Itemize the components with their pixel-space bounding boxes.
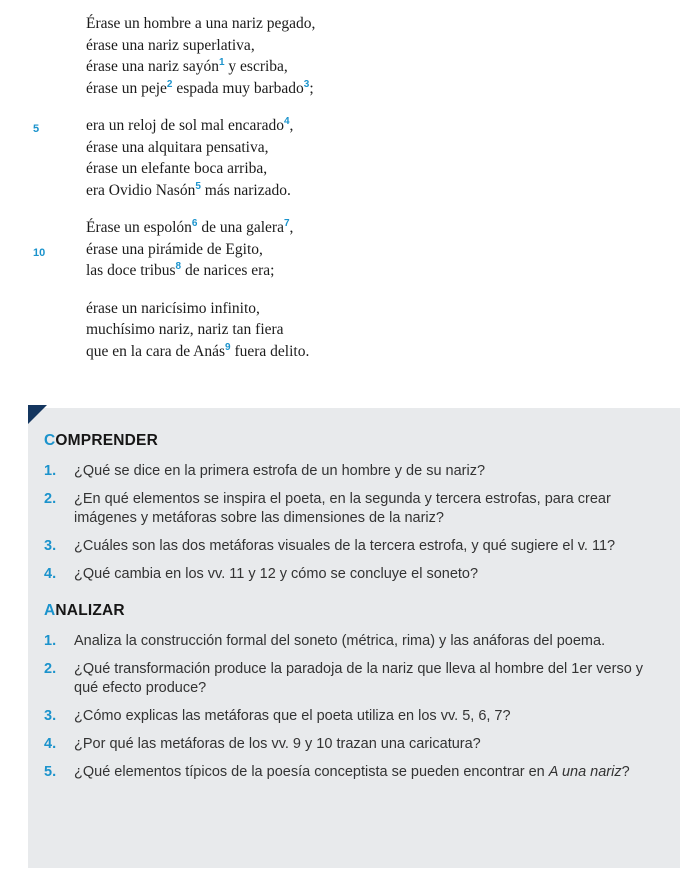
poem-line [0, 180, 698, 202]
question-text [74, 490, 660, 528]
question-item [44, 565, 660, 584]
poem-line [0, 341, 698, 363]
poem [0, 0, 698, 362]
poem-stanza [0, 298, 698, 363]
question-text-italic: A una nariz [548, 764, 622, 780]
question-text-segment: ? [621, 764, 630, 780]
poem-stanza [0, 13, 698, 99]
poem-line [0, 115, 698, 137]
poem-line [0, 13, 698, 35]
question-number: 2. [44, 491, 57, 507]
question-sections [44, 432, 660, 782]
question-text [74, 462, 660, 481]
question-item [44, 462, 660, 481]
poem-line [0, 298, 698, 320]
poem-text: era Ovidio Nasón [86, 181, 196, 199]
question-text-segment: ¿En qué elementos se inspira el poeta, en la segunda y tercera estrofas, para crear imágenes y metáforas sobre las dimensiones de la nariz? [74, 491, 611, 526]
poem-line [0, 217, 698, 239]
poem-line [0, 319, 698, 341]
question-text-segment: ¿Qué se dice en la primera estrofa de un hombre y de su nariz? [74, 463, 486, 479]
section-title-initial: A [44, 602, 56, 619]
poem-text: ; [309, 79, 314, 97]
question-number: 2. [44, 661, 57, 677]
question-number: 3. [44, 708, 57, 724]
poem-line [0, 78, 698, 100]
section-title-rest: OMPRENDER [55, 432, 158, 449]
question-number: 1. [44, 463, 57, 479]
poem-line [0, 137, 698, 159]
corner-flag-icon [28, 405, 47, 424]
poem-text: muchísimo nariz, nariz tan fiera [86, 321, 284, 338]
question-item [44, 735, 660, 754]
poem-text: más narizado. [200, 181, 291, 199]
question-number: 3. [44, 538, 57, 554]
poem-line [0, 56, 698, 78]
questions-box [28, 408, 680, 868]
section-title [44, 602, 660, 620]
poem-line [0, 35, 698, 57]
footnote-marker: 7 [283, 217, 290, 229]
verse-number: 5 [33, 123, 40, 135]
poem-text: espada muy barbado [172, 79, 304, 97]
poem-text: érase una nariz sayón [86, 58, 219, 75]
question-text [74, 707, 660, 726]
question-item [44, 707, 660, 726]
verse-number: 10 [33, 246, 46, 259]
poem-text: de narices era; [181, 262, 275, 279]
footnote-marker: 5 [195, 180, 201, 192]
footnote-marker: 2 [166, 78, 173, 90]
poem-text: érase un naricísimo infinito, [86, 299, 260, 317]
section-title-initial: C [44, 432, 56, 449]
poem-text: , [289, 219, 294, 236]
poem-text: las doce tribus [86, 262, 176, 279]
poem-text: érase un elefante boca arriba, [86, 160, 268, 177]
poem-text: era un reloj de sol mal encarado [86, 117, 284, 134]
footnote-marker: 9 [225, 341, 231, 353]
poem-text: érase un peje [86, 79, 167, 97]
question-item [44, 763, 660, 782]
footnote-marker: 3 [303, 78, 310, 90]
poem-stanza [0, 115, 698, 201]
footnote-marker: 6 [191, 217, 198, 229]
question-text-segment: ¿Qué transformación produce la paradoja de la nariz que lleva al hombre del 1er verso y qué efecto produce? [74, 661, 644, 696]
section-title-rest: NALIZAR [55, 602, 125, 619]
poem-text: , [289, 117, 294, 134]
question-text-segment: ¿Cómo explicas las metáforas que el poeta utiliza en los vv. 5, 6, 7? [74, 708, 511, 724]
poem-text: de una galera [197, 219, 284, 236]
poem-text: Érase un hombre a una nariz pegado, [86, 15, 316, 32]
poem-text: érase una alquitara pensativa, [86, 138, 269, 156]
poem-text: érase una pirámide de Egito, [86, 240, 263, 258]
poem-text: Érase un espolón [86, 219, 192, 236]
poem-text: que en la cara de Anás [86, 342, 226, 360]
question-section [44, 432, 660, 584]
question-item [44, 490, 660, 528]
question-text [74, 735, 660, 754]
poem-text: érase una nariz superlativa, [86, 36, 255, 54]
question-item [44, 537, 660, 556]
poem-line [0, 260, 698, 282]
poem-text: fuera delito. [230, 342, 310, 360]
question-number: 5. [44, 764, 57, 780]
question-text-segment: ¿Por qué las metáforas de los vv. 9 y 10 trazan una caricatura? [74, 736, 481, 752]
poem-text: y escriba, [224, 58, 288, 75]
poem-stanza [0, 217, 698, 282]
question-text [74, 660, 660, 698]
question-item [44, 660, 660, 698]
poem-line [0, 158, 698, 180]
question-text [74, 763, 660, 782]
question-text [74, 565, 660, 584]
question-item [44, 632, 660, 651]
question-text-segment: ¿Cuáles son las dos metáforas visuales de la tercera estrofa, y qué sugiere el v. 11? [74, 538, 616, 554]
section-title [44, 432, 660, 450]
poem-line [0, 239, 698, 261]
question-number: 4. [44, 566, 57, 582]
question-text-segment: ¿Qué elementos típicos de la poesía conceptista se pueden encontrar en [74, 764, 549, 780]
question-text-segment: Analiza la construcción formal del soneto (métrica, rima) y las anáforas del poema. [74, 633, 606, 649]
footnote-marker: 4 [283, 115, 290, 127]
question-text-segment: ¿Qué cambia en los vv. 11 y 12 y cómo se concluye el soneto? [74, 566, 479, 582]
question-section [44, 602, 660, 782]
question-text [74, 632, 660, 651]
footnote-marker: 1 [218, 56, 225, 68]
question-text [74, 537, 660, 556]
question-number: 4. [44, 736, 57, 752]
question-number: 1. [44, 633, 57, 649]
footnote-marker: 8 [175, 260, 182, 272]
